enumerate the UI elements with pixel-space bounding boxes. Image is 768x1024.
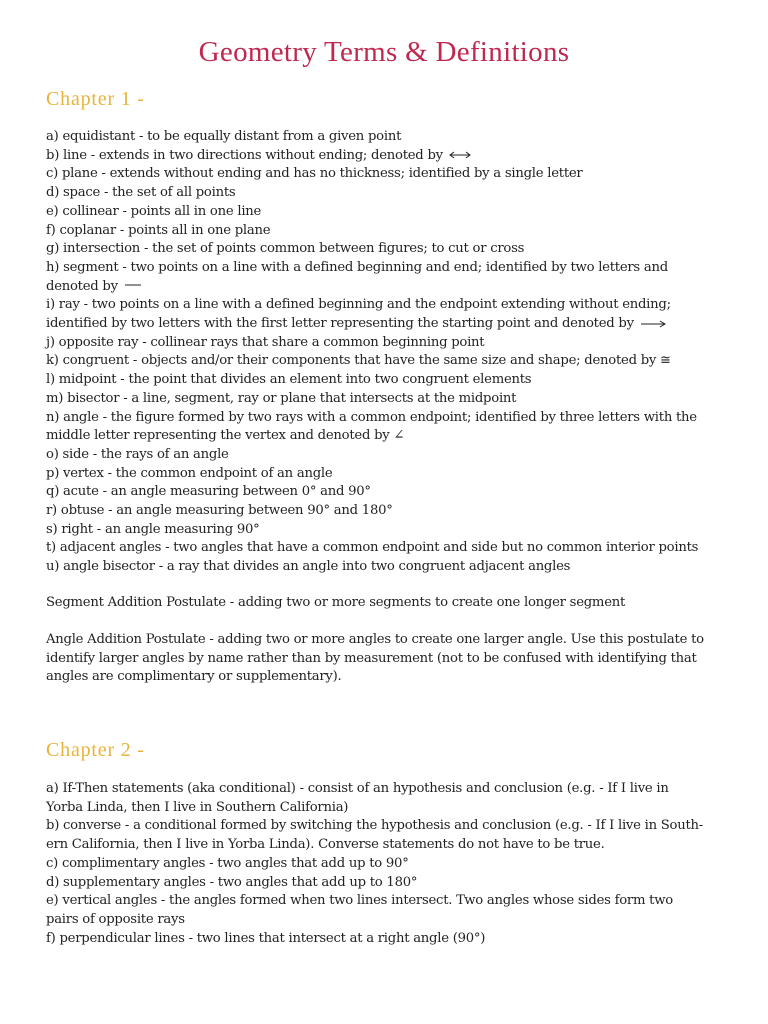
definition-line: Yorba Linda, then I live in Southern California) [46, 799, 349, 815]
definition-line: b) converse - a conditional formed by switching the hypothesis and conclusion (e.g. - If I live in South- [46, 818, 703, 834]
definition-line: f) coplanar - points all in one plane [46, 222, 271, 238]
definition-line: d) supplementary angles - two angles that add up to 180° [46, 874, 418, 890]
definition-line: u) angle bisector - a ray that divides an angle into two congruent adjacent angles [46, 559, 571, 575]
postulate-line: angles are complimentary or supplementary). [46, 669, 342, 685]
definition-line: s) right - an angle measuring 90° [46, 521, 260, 537]
definition-line: n) angle - the figure formed by two rays with a common endpoint; identified by three letters with the [46, 409, 697, 425]
definition-line: a) equidistant - to be equally distant from a given point [46, 129, 402, 144]
definition-line: r) obtuse - an angle measuring between 90° and 180° [46, 503, 393, 519]
segment-addition-postulate [46, 594, 736, 613]
page-title: Geometry Terms & Definitions [198, 36, 570, 68]
definition-line: e) collinear - points all in one line [46, 203, 262, 219]
postulate-line: Angle Addition Postulate - adding two or more angles to create one larger angle. Use this postulate to [46, 632, 704, 647]
definition-line: e) vertical angles - the angles formed when two lines intersect. Two angles whose sides form two [46, 893, 673, 909]
definition-line: k) congruent - objects and/or their components that have the same size and shape; denoted by ≅ [46, 353, 671, 369]
definition-line: m) bisector - a line, segment, ray or plane that intersects at the midpoint [46, 390, 517, 406]
definition-line: ern California, then I live in Yorba Linda). Converse statements do not have to be true. [46, 837, 605, 853]
chapter-1-heading: Chapter 1 - [46, 88, 145, 110]
angle-addition-postulate [46, 631, 736, 687]
ray-arrow-icon [638, 319, 668, 329]
definition-line: g) intersection - the set of points common between figures; to cut or cross [46, 241, 525, 257]
definition-line: i) ray - two points on a line with a defined beginning and the endpoint extending without ending; [46, 297, 671, 313]
definition-line: j) opposite ray - collinear rays that share a common beginning point [46, 334, 485, 350]
definition-line: middle letter representing the vertex and denoted by ∠ [46, 428, 405, 444]
definition-line: identified by two letters with the first letter representing the starting point and denoted by [46, 315, 726, 334]
definition-line: a) If-Then statements (aka conditional) - consist of an hypothesis and conclusion (e.g. - If I live in [46, 781, 669, 796]
definition-line: p) vertex - the common endpoint of an angle [46, 465, 333, 481]
definition-line: f) perpendicular lines - two lines that intersect at a right angle (90°) [46, 930, 486, 946]
postulate-line: identify larger angles by name rather than by measurement (not to be confused with identifying that [46, 650, 697, 666]
definition-line: l) midpoint - the point that divides an element into two congruent elements [46, 372, 532, 388]
chapter-2-definitions [46, 780, 726, 948]
definition-line: denoted by [46, 278, 726, 297]
definition-line: c) complimentary angles - two angles that add up to 90° [46, 855, 409, 871]
definition-line: o) side - the rays of an angle [46, 446, 229, 462]
chapter-1-definitions [46, 128, 726, 577]
definition-line: pairs of opposite rays [46, 911, 185, 927]
definition-line: t) adjacent angles - two angles that have a common endpoint and side but no common interior points [46, 540, 699, 556]
definition-line: c) plane - extends without ending and has no thickness; identified by a single letter [46, 166, 583, 182]
definition-line: h) segment - two points on a line with a defined beginning and end; identified by two letters and [46, 259, 668, 275]
double-arrow-icon [447, 150, 473, 160]
segment-bar-icon [122, 281, 144, 291]
chapter-2-heading: Chapter 2 - [46, 739, 145, 761]
postulate-line: Segment Addition Postulate - adding two or more segments to create one longer segment [46, 595, 626, 610]
definition-line: b) line - extends in two directions without ending; denoted by [46, 147, 726, 166]
definition-line: q) acute - an angle measuring between 0° and 90° [46, 484, 371, 500]
definition-line: d) space - the set of all points [46, 185, 236, 201]
